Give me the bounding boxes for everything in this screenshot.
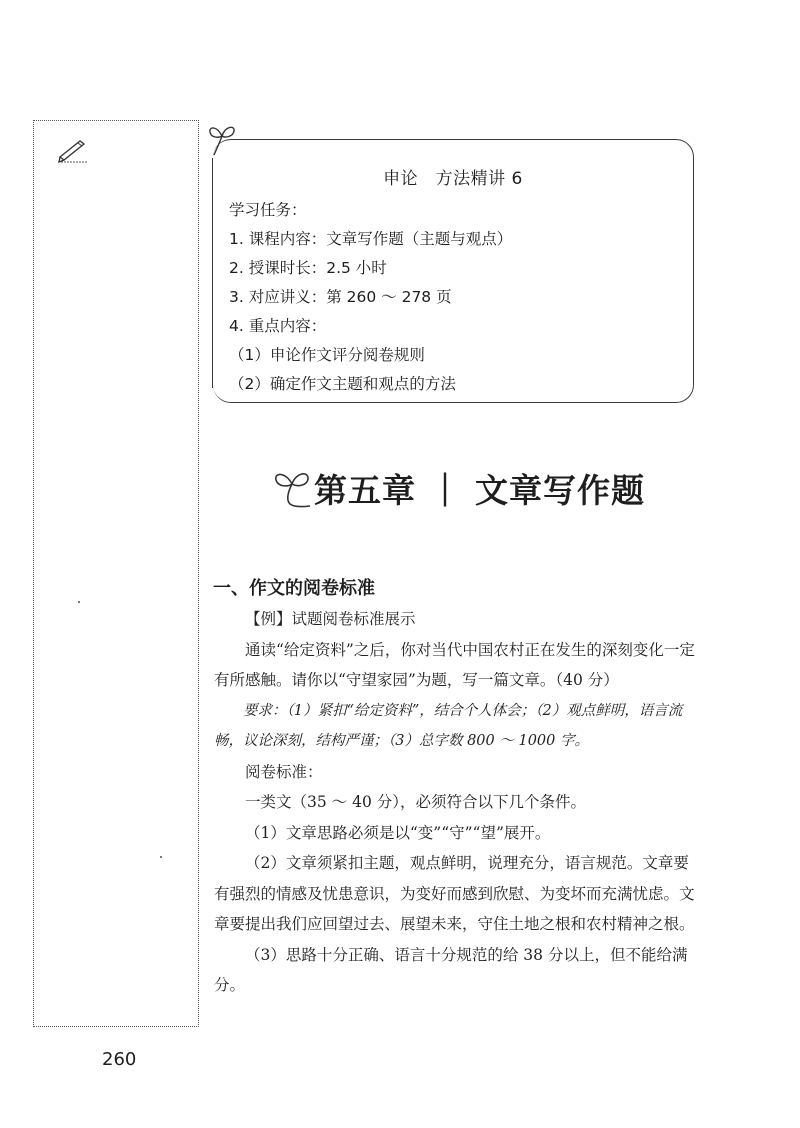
section-heading: 一、作文的阅卷标准 <box>213 578 375 599</box>
task-line: （1）申论作文评分阅卷规则 <box>229 346 425 364</box>
chapter-heading <box>270 458 645 518</box>
body-content <box>214 604 700 1001</box>
pen-icon <box>56 135 90 163</box>
task-line: 4. 重点内容： <box>229 317 327 335</box>
paragraph: 通读“给定资料”之后，你对当代中国农村正在发生的深刻变化一定有所感触。请你以“守望家园”为题，写一篇文章。（40 分） <box>214 640 695 689</box>
example-label: 【例】试题阅卷标准展示 <box>245 610 416 628</box>
learning-task-box <box>213 139 694 403</box>
sprout-icon <box>270 466 312 510</box>
chapter-title: 第五章 ｜ 文章写作题 <box>314 470 645 510</box>
note-margin-column <box>33 120 199 1027</box>
task-line: （2）确定作文主题和观点的方法 <box>229 375 456 393</box>
page-number: 260 <box>102 1049 137 1070</box>
condition-paragraph: （3）思路十分正确、语言十分规范的给 38 分以上，但不能给满分。 <box>214 945 688 994</box>
task-line: 1. 课程内容：文章写作题（主题与观点） <box>229 230 513 248</box>
class-one-paragraph: 一类文（35 ～ 40 分），必须符合以下几个条件。 <box>245 793 586 811</box>
task-list <box>229 196 512 399</box>
condition-paragraph: （1）文章思路必须是以“变”“守”“望”展开。 <box>245 823 551 842</box>
task-line: 3. 对应讲义：第 260 ～ 278 页 <box>229 288 452 306</box>
task-box-title: 申论 方法精讲 6 <box>383 169 523 189</box>
condition-paragraph: （2）文章须紧扣主题，观点鲜明，说理充分，语言规范。文章要有强烈的情感及忧患意识，为变好而感到欣慰、为变坏而充满忧虑。文章要提出我们应回望过去、展望未来，守住土地之根和农村精神之根。 <box>214 854 695 933</box>
task-line: 学习任务： <box>229 201 307 219</box>
standard-label: 阅卷标准： <box>245 762 323 781</box>
requirements-paragraph: 要求：（1）紧扣“给定资料”，结合个人体会；（2）观点鲜明，语言流畅，议论深刻，结构严谨；（3）总字数 800 ～ 1000 字。 <box>214 702 683 749</box>
task-line: 2. 授课时长：2.5 小时 <box>229 259 387 277</box>
